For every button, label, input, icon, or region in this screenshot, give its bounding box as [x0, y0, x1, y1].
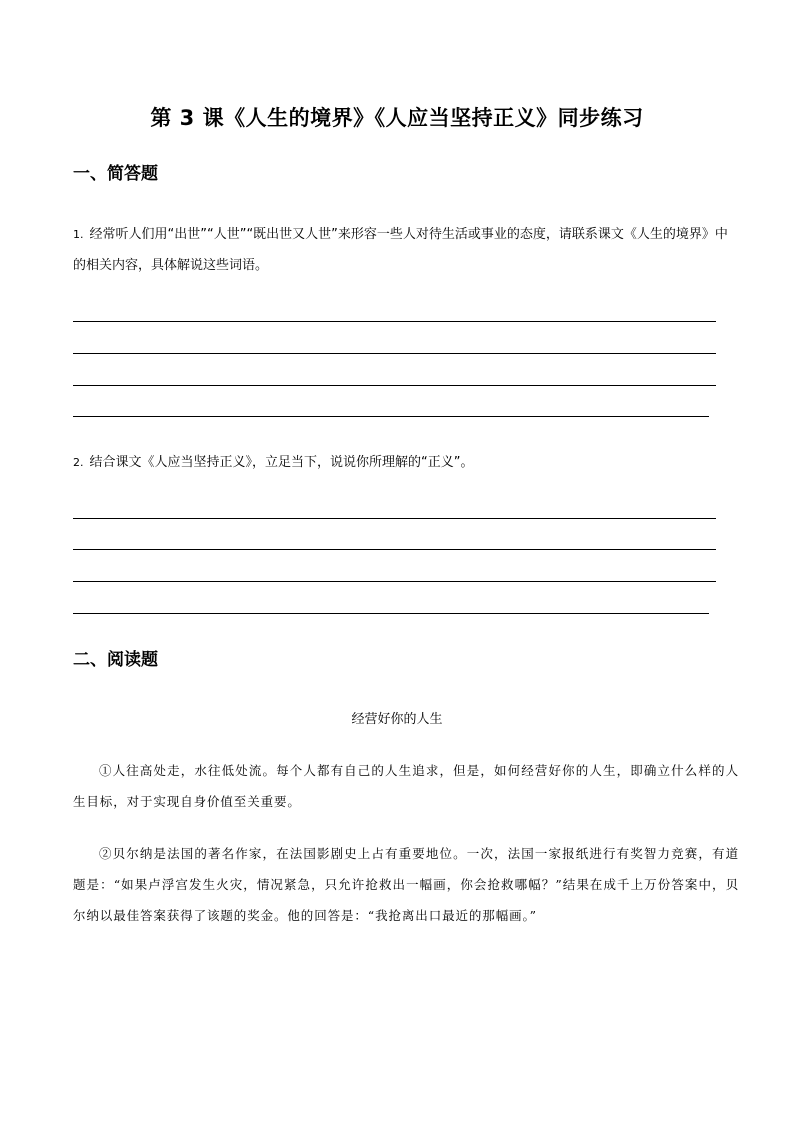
article-paragraph-2: ②贝尔纳是法国的著名作家，在法国影剧史上占有重要地位。一次，法国一家报纸进行有奖智力竞赛，有道题是：“如果卢浮宫发生火灾，情况紧急，只允许抢救出一幅画，你会抢救哪幅？”结果在成千上万份答案中，贝尔纳以最佳答案获得了该题的奖金。他的回答是：“我抢离出口最近的那幅画。” — [73, 846, 739, 923]
answer-line[interactable] — [73, 581, 716, 582]
answer-line[interactable] — [73, 518, 716, 519]
section-heading-short-answer: 一、简答题 — [73, 164, 158, 184]
section-heading-reading: 二、阅读题 — [73, 650, 158, 670]
question-text: 经常听人们用“出世”“人世”“既出世又人世”来形容一些人对待生活或事业的态度，请联系课文《人生的境界》中的相关内容，具体解说这些词语。 — [73, 227, 728, 273]
question-1 — [73, 219, 733, 281]
question-text: 结合课文《人应当坚持正义》，立足当下，说说你所理解的“正义”。 — [89, 455, 474, 470]
page-title: 第 3 课《人生的境界》《人应当坚持正义》同步练习 — [150, 106, 644, 130]
question-number: 1. — [73, 228, 84, 241]
answer-line[interactable] — [73, 549, 716, 550]
article-paragraph-1: ①人往高处走，水往低处流。每个人都有自己的人生追求，但是，如何经营好你的人生，即确立什么样的人生目标，对于实现自身价值至关重要。 — [73, 763, 739, 809]
answer-line[interactable] — [73, 416, 709, 417]
question-2 — [73, 447, 733, 478]
answer-line[interactable] — [73, 321, 716, 322]
article-title: 经营好你的人生 — [351, 712, 443, 727]
answer-line[interactable] — [73, 613, 709, 614]
answer-line[interactable] — [73, 385, 716, 386]
question-number: 2. — [73, 456, 84, 469]
answer-line[interactable] — [73, 353, 716, 354]
